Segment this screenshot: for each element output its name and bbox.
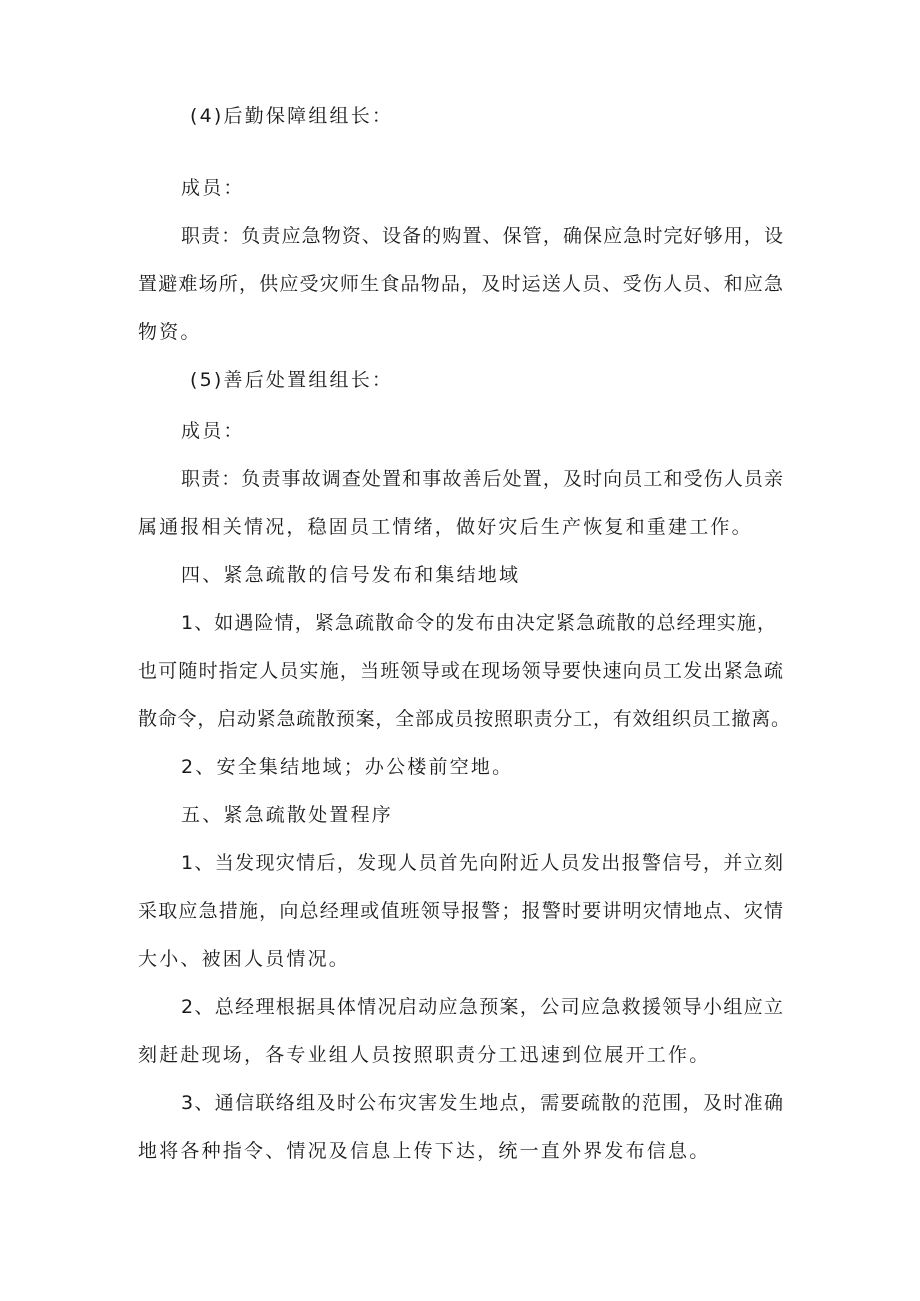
part4-title: 四、紧急疏散的信号发布和集结地域	[181, 564, 521, 586]
section4-duty-line-1: 职责：负责应急物资、设备的购置、保管，确保应急时完好够用，设	[181, 225, 783, 247]
part4-item1-line-1: 1、如遇险情，紧急疏散命令的发布由决定紧急疏散的总经理实施，	[181, 612, 776, 634]
section5-duty-line-1: 职责：负责事故调查处置和事故善后处置，及时向员工和受伤人员亲	[181, 468, 783, 490]
section4-heading: (4)后勤保障组组长：	[190, 105, 394, 127]
part4-item2: 2、安全集结地域；办公楼前空地。	[181, 756, 514, 778]
part5-item2-line-1: 2、总经理根据具体情况启动应急预案，公司应急救援领导小组应立	[181, 996, 783, 1018]
part4-item1-line-3: 散命令，启动紧急疏散预案，全部成员按照职责分工，有效组织员工撤离。	[138, 708, 790, 730]
section5-duty-line-2: 属通报相关情况，稳固员工情绪，做好灾后生产恢复和重建工作。	[138, 516, 753, 538]
part5-item1-line-1: 1、当发现灾情后，发现人员首先向附近人员发出报警信号，并立刻	[181, 852, 783, 874]
part5-title: 五、紧急疏散处置程序	[181, 804, 394, 826]
part4-item1-line-2: 也可随时指定人员实施，当班领导或在现场领导要快速向员工发出紧急疏	[138, 660, 783, 682]
part5-item1-line-3: 大小、被困人员情况。	[138, 948, 351, 970]
section5-members: 成员：	[181, 420, 245, 442]
part5-item3-line-1: 3、通信联络组及时公布灾害发生地点，需要疏散的范围，及时准确	[181, 1092, 783, 1114]
part5-item3-line-2: 地将各种指令、情况及信息上传下达，统一直外界发布信息。	[138, 1140, 711, 1162]
section5-heading: (5)善后处置组组长：	[190, 369, 394, 391]
part5-item1-line-2: 采取应急措施，向总经理或值班领导报警；报警时要讲明灾情地点、灾情	[138, 900, 783, 922]
section4-duty-line-2: 置避难场所，供应受灾师生食品物品，及时运送人员、受伤人员、和应急	[138, 273, 783, 295]
section4-duty-line-3: 物资。	[138, 321, 202, 343]
section4-members: 成员：	[181, 177, 245, 199]
part5-item2-line-2: 刻赶赴现场，各专业组人员按照职责分工迅速到位展开工作。	[138, 1044, 711, 1066]
